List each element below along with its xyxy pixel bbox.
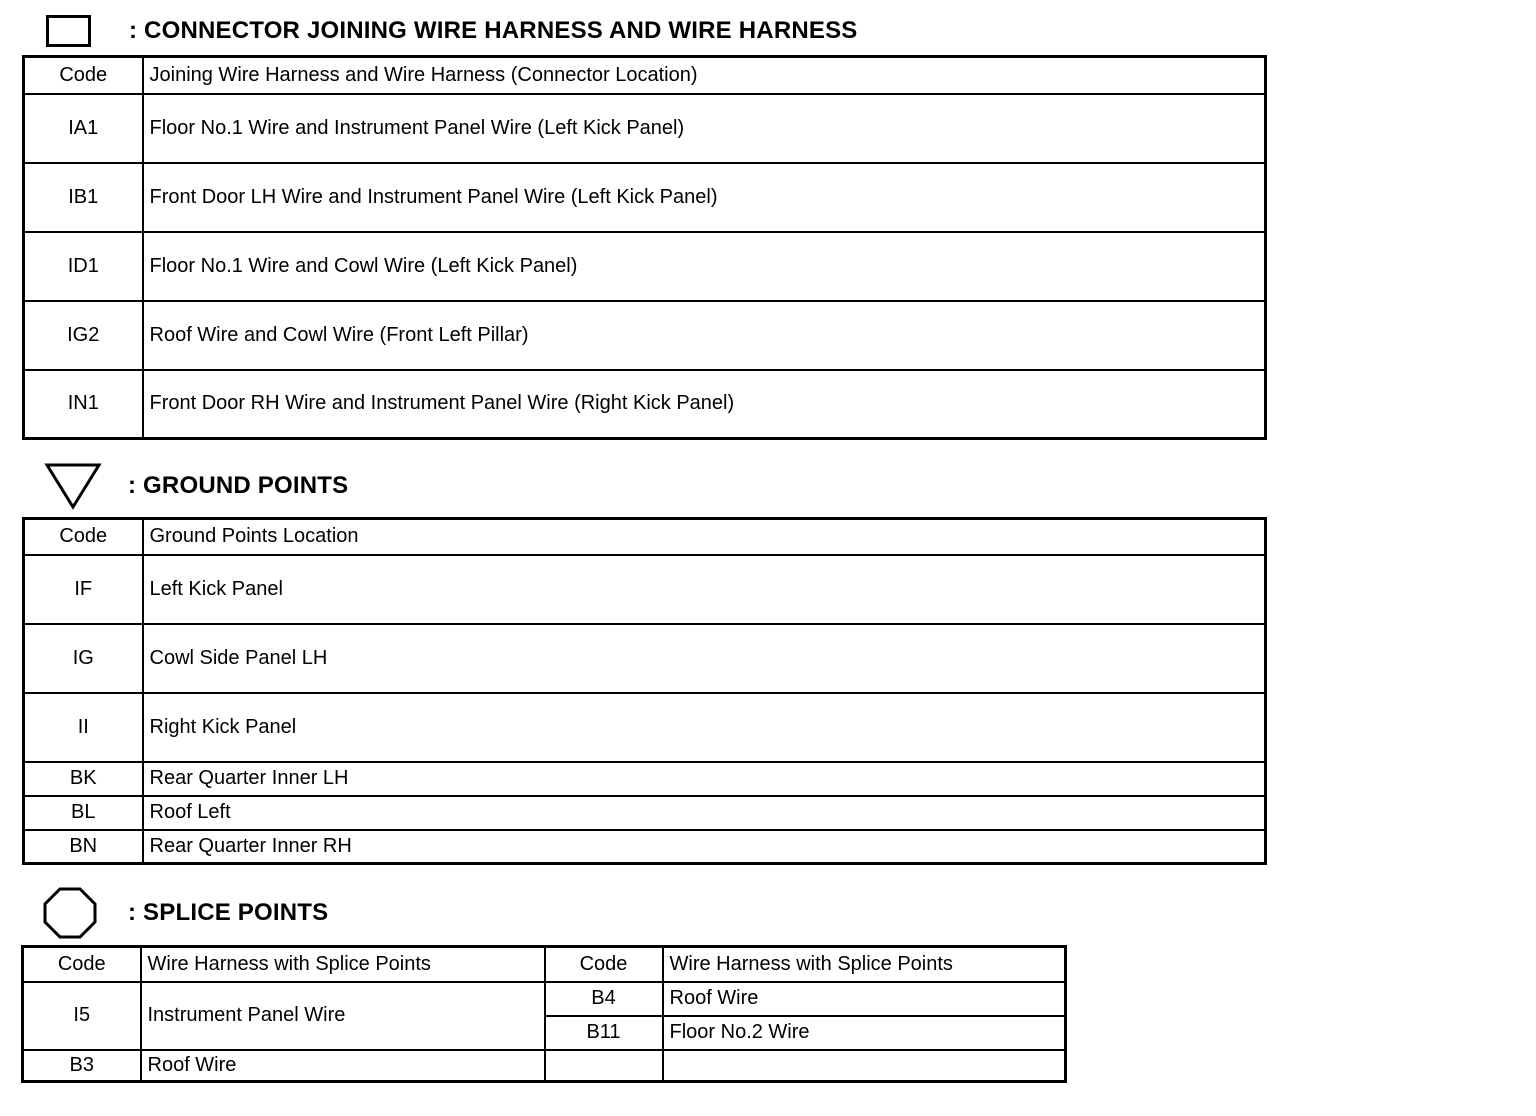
row-code: ID1: [24, 232, 143, 301]
row-desc: Floor No.2 Wire: [663, 1016, 1066, 1050]
connector-table: [22, 55, 1267, 440]
ground-section-title: : GROUND POINTS: [128, 472, 349, 499]
table-row: [24, 370, 1266, 439]
row-desc: Rear Quarter Inner LH: [143, 762, 1266, 796]
row-code: II: [24, 693, 143, 762]
row-desc: Floor No.1 Wire and Cowl Wire (Left Kick Panel): [143, 232, 1266, 301]
empty-cell: [545, 1050, 663, 1082]
code-header: Code: [24, 57, 143, 94]
octagon-icon: [42, 886, 98, 940]
splice-section-title: : SPLICE POINTS: [128, 899, 329, 926]
row-desc: Front Door RH Wire and Instrument Panel Wire (Right Kick Panel): [143, 370, 1266, 439]
row-code: IG2: [24, 301, 143, 370]
row-desc: Roof Wire: [663, 982, 1066, 1016]
table-row: [24, 94, 1266, 163]
row-desc: Cowl Side Panel LH: [143, 624, 1266, 693]
row-desc: Floor No.1 Wire and Instrument Panel Wire (Left Kick Panel): [143, 94, 1266, 163]
splice-section-heading: [42, 886, 328, 940]
table-row: [23, 1050, 1066, 1082]
row-desc: Roof Left: [143, 796, 1266, 830]
table-row: [24, 555, 1266, 624]
table-row: [24, 693, 1266, 762]
row-code: BL: [24, 796, 143, 830]
row-code: BK: [24, 762, 143, 796]
table-row: [24, 796, 1266, 830]
row-desc: Front Door LH Wire and Instrument Panel Wire (Left Kick Panel): [143, 163, 1266, 232]
row-code: B4: [545, 982, 663, 1016]
table-header-row: [24, 57, 1266, 94]
row-code: I5: [23, 982, 141, 1050]
row-code: B11: [545, 1016, 663, 1050]
row-code: IB1: [24, 163, 143, 232]
desc-header-left: Wire Harness with Splice Points: [141, 947, 545, 982]
row-desc: Instrument Panel Wire: [141, 982, 545, 1050]
row-desc: Roof Wire: [141, 1050, 545, 1082]
splice-table: [21, 945, 1067, 1083]
desc-header: Joining Wire Harness and Wire Harness (Connector Location): [143, 57, 1266, 94]
ground-section-heading: [44, 462, 348, 510]
row-desc: Left Kick Panel: [143, 555, 1266, 624]
row-code: B3: [23, 1050, 141, 1082]
table-row: [24, 232, 1266, 301]
table-row: [24, 624, 1266, 693]
connector-section-heading: [46, 14, 858, 48]
row-code: IG: [24, 624, 143, 693]
code-header-right: Code: [545, 947, 663, 982]
row-desc: Right Kick Panel: [143, 693, 1266, 762]
table-header-row: [24, 519, 1266, 555]
table-row: [24, 301, 1266, 370]
triangle-down-icon: [44, 462, 102, 510]
row-desc: Roof Wire and Cowl Wire (Front Left Pillar): [143, 301, 1266, 370]
table-row: [24, 830, 1266, 864]
row-code: IN1: [24, 370, 143, 439]
square-icon: [46, 15, 91, 47]
row-code: IA1: [24, 94, 143, 163]
ground-table: [22, 517, 1267, 865]
table-row: [24, 762, 1266, 796]
row-code: IF: [24, 555, 143, 624]
connector-section-title: : CONNECTOR JOINING WIRE HARNESS AND WIRE HARNESS: [129, 17, 858, 44]
row-desc: Rear Quarter Inner RH: [143, 830, 1266, 864]
code-header: Code: [24, 519, 143, 555]
code-header-left: Code: [23, 947, 141, 982]
table-row: [24, 163, 1266, 232]
row-code: BN: [24, 830, 143, 864]
empty-cell: [663, 1050, 1066, 1082]
table-header-row: [23, 947, 1066, 982]
table-row: [23, 982, 1066, 1016]
desc-header: Ground Points Location: [143, 519, 1266, 555]
desc-header-right: Wire Harness with Splice Points: [663, 947, 1066, 982]
